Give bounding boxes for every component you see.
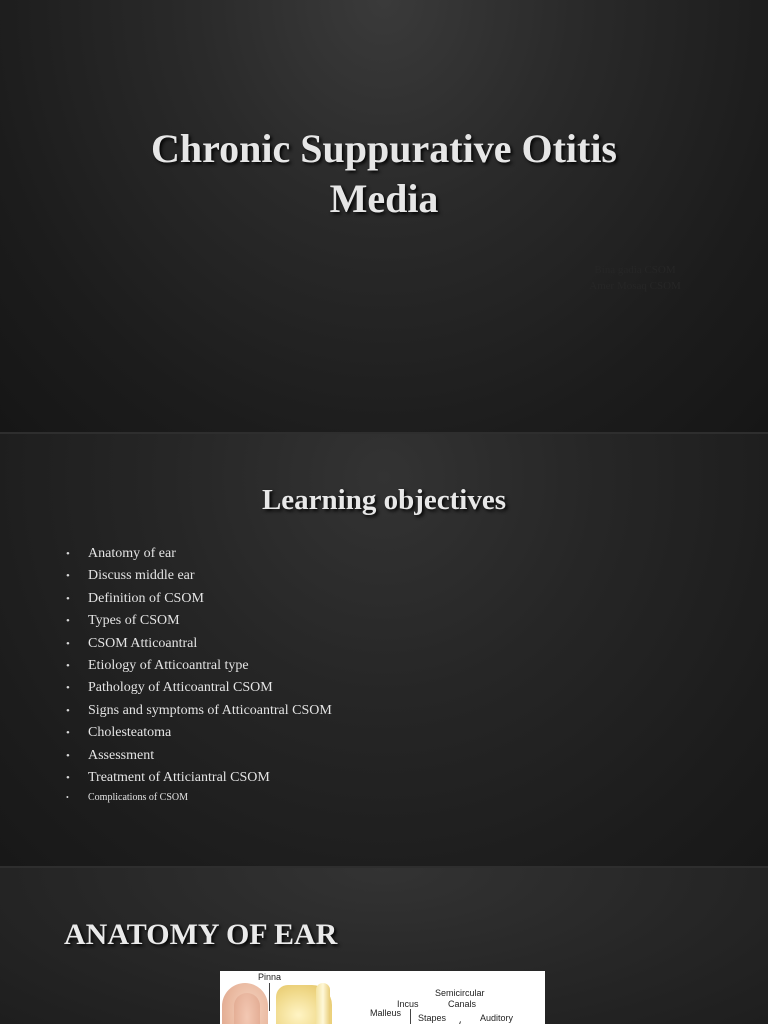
slide-title: ANATOMY OF EAR xyxy=(64,918,338,951)
leader-line xyxy=(410,1009,411,1024)
list-item: • Etiology of Atticoantral type xyxy=(66,655,332,677)
presenter-2: Amer Mosaq CSOM xyxy=(589,280,681,292)
label-incus: Incus xyxy=(397,999,419,1009)
list-item: • CSOM Atticoantral xyxy=(66,633,332,655)
presenter-names xyxy=(560,262,710,294)
list-item: • Assessment xyxy=(66,745,332,767)
objectives-list xyxy=(66,543,332,807)
pinna-inner-illustration xyxy=(234,993,260,1024)
list-item: • Pathology of Atticoantral CSOM xyxy=(66,677,332,699)
label-auditory: Auditory xyxy=(480,1013,514,1023)
slide-title xyxy=(0,124,768,224)
list-item: • Discuss middle ear xyxy=(66,565,332,587)
list-item: • Types of CSOM xyxy=(66,610,332,632)
label-semicircular: Semicircular xyxy=(435,988,485,998)
objectives-slide xyxy=(0,434,768,866)
label-canals: Canals xyxy=(448,999,477,1009)
title-slide xyxy=(0,0,768,432)
list-item: • Cholesteatoma xyxy=(66,722,332,744)
list-item: • Complications of CSOM xyxy=(66,789,332,807)
ear-anatomy-diagram xyxy=(220,971,545,1024)
slide-title: Learning objectives xyxy=(261,484,507,516)
title-line-2: Media xyxy=(329,176,439,221)
list-item: • Treatment of Atticiantral CSOM xyxy=(66,767,332,789)
leader-line xyxy=(269,983,270,1011)
list-item: • Anatomy of ear xyxy=(66,543,332,565)
presenter-1: Bina gadia CSOM xyxy=(594,264,676,276)
label-pinna: Pinna xyxy=(258,972,282,982)
ear-canal-illustration xyxy=(316,983,330,1024)
title-line-1: Chronic Suppurative Otitis xyxy=(151,126,617,171)
label-stapes: Stapes xyxy=(418,1013,447,1023)
label-malleus: Malleus xyxy=(370,1008,402,1018)
list-item: • Definition of CSOM xyxy=(66,588,332,610)
list-item: • Signs and symptoms of Atticoantral CSOM xyxy=(66,700,332,722)
anatomy-slide xyxy=(0,868,768,1024)
